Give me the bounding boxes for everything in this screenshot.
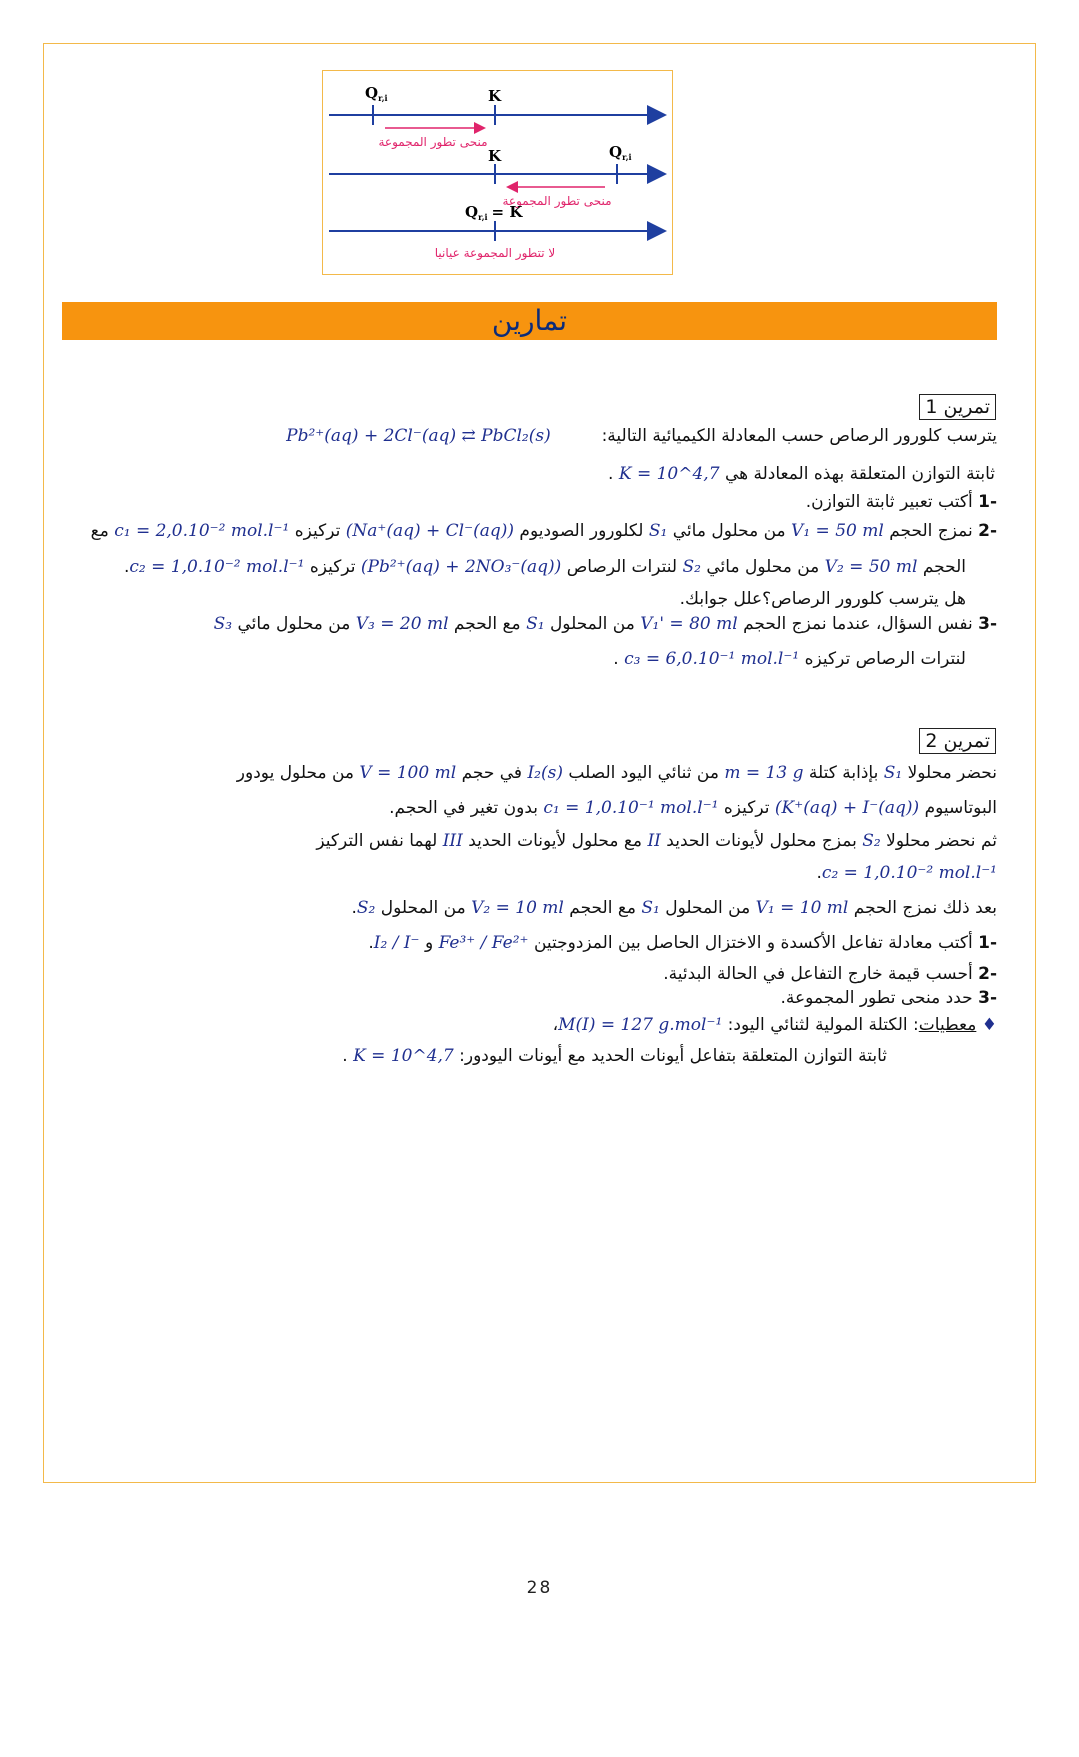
ex2-question-1: -1 أكتب معادلة تفاعل الأكسدة و الاختزال الحاصل بين المزدوجتين Fe³⁺ / Fe²⁺ و I₂ / I⁻. xyxy=(368,933,997,953)
ex1-line-1: يترسب كلورور الرصاص حسب المعادلة الكيميائية التالية: Pb²⁺(aq) + 2Cl⁻(aq) ⇄ PbCl₂(s) xyxy=(286,426,997,446)
page-number: 28 xyxy=(526,1578,553,1598)
ex1-equation: Pb²⁺(aq) + 2Cl⁻(aq) ⇄ PbCl₂(s) xyxy=(286,426,551,446)
ex1-question-3: -3 نفس السؤال، عندما نمزج الحجم V₁' = 80 ml من المحلول S₁ مع الحجم V₃ = 20 ml من محلول مائي S₃ xyxy=(213,614,997,634)
axis-3-caption: لا تتطور المجموعة عيانيا xyxy=(434,246,556,260)
axis-2-q-label: $Q_{r,i}$ xyxy=(609,143,632,162)
exercise-1-title: تمرين 1 xyxy=(919,394,996,420)
axis-3-label: $Q_{r,i} = K$ xyxy=(465,203,523,222)
ex1-question-2: -2 نمزج الحجم V₁ = 50 ml من محلول مائي S₁ لكلورور الصوديوم (Na⁺(aq) + Cl⁻(aq)) تركيزه c₁ = 2,0.10⁻² mol.l⁻¹ مع xyxy=(90,521,997,541)
ex2-line-1: نحضر محلولا S₁ بإذابة كتلة m = 13 g من ثنائي اليود الصلب I₂(s) في حجم V = 100 ml من محلول يودور xyxy=(236,763,997,783)
ex1-k-value: K = 10^4,7 xyxy=(618,464,720,484)
exercise-2-title: تمرين 2 xyxy=(919,728,996,754)
axis-2-k-label: K xyxy=(488,147,502,165)
axis-1-k-label: K xyxy=(488,87,502,105)
ex2-data-line-1: ♦ معطيات: الكتلة المولية لثنائي اليود: M(I) = 127 g.mol⁻¹، xyxy=(552,1015,997,1035)
ex1-question-1: -1 أكتب تعبير ثابتة التوازن. xyxy=(805,492,997,512)
banner-title: تمارين xyxy=(491,304,568,337)
ex2-question-2: -2 أحسب قيمة خارج التفاعل في الحالة البدئية. xyxy=(663,964,997,984)
ex1-line-2: ثابتة التوازن المتعلقة بهذه المعادلة هي K = 10^4,7 . xyxy=(608,464,995,484)
ex1-question-3-line-2: لنترات الرصاص تركيزه c₃ = 6,0.10⁻¹ mol.l⁻¹ . xyxy=(613,649,966,669)
ex2-line-3: ثم نحضر محلولا S₂ بمزج محلول لأيونات الحديد II مع محلول لأيونات الحديد III لهما نفس التركيز xyxy=(316,831,997,851)
axis-1-q-label: $Q_{r,i}$ xyxy=(365,84,388,103)
ex2-question-3: -3 حدد منحى تطور المجموعة. xyxy=(780,988,997,1008)
ex1-question-2-line-3: هل يترسب كلورور الرصاص؟علل جوابك. xyxy=(679,589,966,609)
evolution-diagram xyxy=(322,70,673,275)
bullet-icon: ♦ xyxy=(981,1015,997,1035)
axis-1-caption: منحى تطور المجموعة xyxy=(378,135,488,149)
ex2-line-5: بعد ذلك نمزج الحجم V₁ = 10 ml من المحلول S₁ مع الحجم V₂ = 10 ml من المحلول S₂. xyxy=(351,898,997,918)
diagram-svg xyxy=(323,71,671,273)
section-banner xyxy=(62,302,997,340)
ex2-line-2: البوتاسيوم (K⁺(aq) + I⁻(aq)) تركيزه c₁ = 1,0.10⁻¹ mol.l⁻¹ بدون تغير في الحجم. xyxy=(389,798,997,818)
ex2-data-line-2: ثابتة التوازن المتعلقة بتفاعل أيونات الحديد مع أيونات اليودور: K = 10^4,7 . xyxy=(342,1046,887,1066)
ex1-question-2-line-2: الحجم V₂ = 50 ml من محلول مائي S₂ لنترات الرصاص (Pb²⁺(aq) + 2NO₃⁻(aq)) تركيزه c₂ = 1,0.10⁻² mol.l⁻¹. xyxy=(123,557,966,577)
axis-2-caption: منحى تطور المجموعة xyxy=(502,194,612,208)
ex2-line-4: c₂ = 1,0.10⁻² mol.l⁻¹. xyxy=(816,863,997,883)
